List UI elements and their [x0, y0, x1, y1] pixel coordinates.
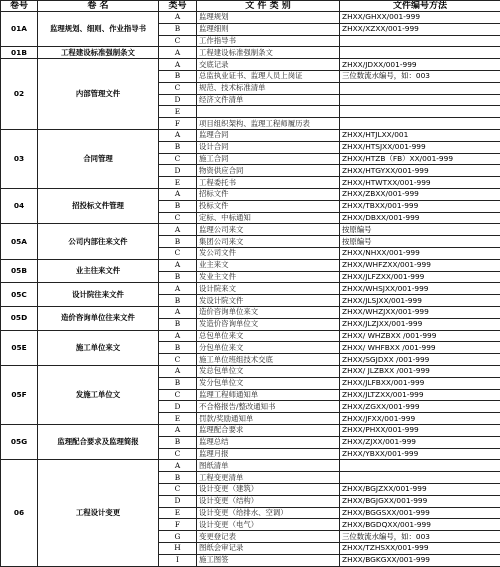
category-number: A	[159, 259, 197, 271]
category-number: C	[159, 483, 197, 495]
category-number: I	[159, 554, 197, 566]
numbering-method: ZHXX/HTZB（FB）XX/001-999	[340, 153, 500, 165]
category-number: B	[159, 141, 197, 153]
file-type: 图纸清单	[197, 460, 340, 472]
category-number: G	[159, 531, 197, 543]
file-type: 总监执业证书、监理人员上岗证	[197, 71, 340, 83]
file-type: 变更登记表	[197, 531, 340, 543]
volume-number: 05B	[1, 259, 38, 283]
file-type: 罚款/奖励通知单	[197, 413, 340, 425]
file-type: 集团公司来文	[197, 236, 340, 248]
numbering-method: ZHXX/TZHSXX/001-999	[340, 542, 500, 554]
numbering-method: ZHXX/ZJXX/001-999	[340, 436, 500, 448]
category-number: A	[159, 283, 197, 295]
numbering-method	[340, 460, 500, 472]
numbering-method: ZHXX/ WHFBXX /001-999	[340, 342, 500, 354]
file-type: 招标文件	[197, 189, 340, 201]
volume-number: 05D	[1, 306, 38, 330]
category-number: F	[159, 118, 197, 130]
category-number: C	[159, 82, 197, 94]
volume-number: 03	[1, 130, 38, 189]
category-number: B	[159, 436, 197, 448]
category-number: B	[159, 377, 197, 389]
header-volume-number: 卷号	[1, 1, 38, 12]
numbering-method: 按原编号	[340, 224, 500, 236]
file-type: 交底记录	[197, 59, 340, 71]
volume-number: 05E	[1, 330, 38, 365]
category-number: A	[159, 365, 197, 377]
file-type: 工作指导书	[197, 35, 340, 47]
file-type: 设计变更（电气）	[197, 519, 340, 531]
file-type: 设计合同	[197, 141, 340, 153]
category-number: E	[159, 106, 197, 118]
numbering-method	[340, 106, 500, 118]
numbering-method: ZHXX/HTSJXX/001-999	[340, 141, 500, 153]
file-type: 监理总结	[197, 436, 340, 448]
table-row	[1, 12, 500, 24]
volume-name: 招投标文件管理	[38, 189, 159, 224]
table-row	[1, 460, 500, 472]
numbering-method	[340, 35, 500, 47]
table-row	[1, 330, 500, 342]
numbering-method: ZHXX/BGJGXX/001-999	[340, 495, 500, 507]
volume-name: 工程设计变更	[38, 460, 159, 567]
numbering-method: ZHXX/JLFBXX/001-999	[340, 377, 500, 389]
table-body	[1, 12, 500, 567]
header-volume-name: 卷 名	[38, 1, 159, 12]
numbering-method: ZHXX/YBXX/001-999	[340, 448, 500, 460]
category-number: A	[159, 460, 197, 472]
numbering-method: ZHXX/WHFZXX/001-999	[340, 259, 500, 271]
category-number: B	[159, 71, 197, 83]
category-number: C	[159, 212, 197, 224]
file-type: 业主来文	[197, 259, 340, 271]
numbering-method: ZHXX/JDXX/001-999	[340, 59, 500, 71]
category-number: B	[159, 236, 197, 248]
table-header-row	[1, 1, 500, 12]
numbering-method: ZHXX/SGJDXX /001-999	[340, 354, 500, 366]
volume-number: 04	[1, 189, 38, 224]
numbering-method: ZHXX/NHXX/001-999	[340, 247, 500, 259]
category-number: E	[159, 507, 197, 519]
numbering-method: ZHXX/BGJZXX/001-999	[340, 483, 500, 495]
file-type: 发总包单位文	[197, 365, 340, 377]
file-type: 监理规划	[197, 12, 340, 24]
file-type: 监理配合要求	[197, 424, 340, 436]
numbering-method: ZHXX/ZGXX/001-999	[340, 401, 500, 413]
numbering-method: 三位数流水编号，如：003	[340, 531, 500, 543]
numbering-method: ZHXX/JLFZXX/001-999	[340, 271, 500, 283]
file-type: 项目组织架构、监理工程师履历表	[197, 118, 340, 130]
volume-name: 工程建设标准强制条文	[38, 47, 159, 59]
numbering-method: ZHXX/HTGYXX/001-999	[340, 165, 500, 177]
category-number: C	[159, 354, 197, 366]
file-type: 发设计院文件	[197, 295, 340, 307]
category-number: B	[159, 23, 197, 35]
volume-name: 造价咨询单位往来文件	[38, 306, 159, 330]
volume-name: 内部管理文件	[38, 59, 159, 130]
category-number: D	[159, 401, 197, 413]
file-type: 监理工程师通知单	[197, 389, 340, 401]
category-number: E	[159, 177, 197, 189]
category-number: D	[159, 94, 197, 106]
volume-name: 发施工单位文	[38, 365, 159, 424]
category-number: C	[159, 153, 197, 165]
numbering-method	[340, 47, 500, 59]
numbering-method: ZHXX/HTJLXX/001	[340, 130, 500, 142]
volume-number: 05A	[1, 224, 38, 259]
file-type: 不合格报告/整改通知书	[197, 401, 340, 413]
file-type: 监理月报	[197, 448, 340, 460]
volume-number: 05G	[1, 424, 38, 459]
category-number: B	[159, 200, 197, 212]
file-type: 发业主文件	[197, 271, 340, 283]
volume-number: 05C	[1, 283, 38, 307]
category-number: B	[159, 271, 197, 283]
file-type: 监理细则	[197, 23, 340, 35]
file-type: 施工图签	[197, 554, 340, 566]
file-type: 经济文件清单	[197, 94, 340, 106]
file-type: 设计变更（建筑）	[197, 483, 340, 495]
category-number: C	[159, 448, 197, 460]
header-category-number: 类号	[159, 1, 197, 12]
file-type: 投标文件	[197, 200, 340, 212]
file-type: 设计院来文	[197, 283, 340, 295]
category-number: A	[159, 189, 197, 201]
numbering-method: ZHXX/TBXX/001-999	[340, 200, 500, 212]
category-number: D	[159, 495, 197, 507]
table-row	[1, 59, 500, 71]
numbering-method: ZHXX/HTWTXX/001-999	[340, 177, 500, 189]
category-number: A	[159, 130, 197, 142]
table-row	[1, 283, 500, 295]
table-row	[1, 306, 500, 318]
numbering-method: ZHXX/BGKGXX/001-999	[340, 554, 500, 566]
volume-name: 合同管理	[38, 130, 159, 189]
numbering-method	[340, 94, 500, 106]
file-type: 图纸会审记录	[197, 542, 340, 554]
numbering-method: ZHXX/ WHZBXX /001-999	[340, 330, 500, 342]
numbering-method: ZHXX/DBXX/001-999	[340, 212, 500, 224]
table-row	[1, 47, 500, 59]
file-type: 监理公司来文	[197, 224, 340, 236]
numbering-method: ZHXX/JLZJXX/001-999	[340, 318, 500, 330]
category-number: A	[159, 47, 197, 59]
volume-name: 业主往来文件	[38, 259, 159, 283]
category-number: C	[159, 35, 197, 47]
file-type: 工程建设标准强制条文	[197, 47, 340, 59]
file-type: 造价咨询单位来文	[197, 306, 340, 318]
table-row	[1, 424, 500, 436]
category-number: B	[159, 295, 197, 307]
table-row	[1, 365, 500, 377]
file-type: 总包单位来文	[197, 330, 340, 342]
file-type	[197, 106, 340, 118]
file-type: 定标、中标通知	[197, 212, 340, 224]
header-numbering-method: 文件编号方法	[340, 1, 500, 12]
numbering-method: ZHXX/JLTZXX/001-999	[340, 389, 500, 401]
category-number: B	[159, 472, 197, 484]
category-number: B	[159, 318, 197, 330]
file-type: 施工合同	[197, 153, 340, 165]
category-number: A	[159, 12, 197, 24]
table-row	[1, 130, 500, 142]
volume-name: 设计院往来文件	[38, 283, 159, 307]
numbering-method: ZHXX/ZBXX/001-999	[340, 189, 500, 201]
numbering-method: ZHXX/WHZJXX/001-999	[340, 306, 500, 318]
file-type: 发造价咨询单位文	[197, 318, 340, 330]
table-row	[1, 189, 500, 201]
numbering-method	[340, 118, 500, 130]
table-row	[1, 259, 500, 271]
file-type: 设计变更（结构）	[197, 495, 340, 507]
file-type: 物资供应合同	[197, 165, 340, 177]
numbering-method: 三位数流水编号，如：003	[340, 71, 500, 83]
volume-number: 02	[1, 59, 38, 130]
numbering-method	[340, 82, 500, 94]
numbering-method	[340, 472, 500, 484]
file-type: 规范、技术标准清单	[197, 82, 340, 94]
numbering-method: ZHXX/JLSJXX/001-999	[340, 295, 500, 307]
numbering-method: ZHXX/JFXX/001-999	[340, 413, 500, 425]
category-number: F	[159, 519, 197, 531]
category-number: A	[159, 424, 197, 436]
volume-number: 06	[1, 460, 38, 567]
category-number: C	[159, 389, 197, 401]
category-number: A	[159, 224, 197, 236]
numbering-method: 按原编号	[340, 236, 500, 248]
file-type: 分包单位来文	[197, 342, 340, 354]
numbering-method: ZHXX/ JLZBXX /001-999	[340, 365, 500, 377]
volume-number: 01B	[1, 47, 38, 59]
volume-name: 施工单位来文	[38, 330, 159, 365]
category-number: C	[159, 247, 197, 259]
header-file-type: 文 件 类 别	[197, 1, 340, 12]
file-type: 发分包单位文	[197, 377, 340, 389]
category-number: E	[159, 413, 197, 425]
volume-number: 05F	[1, 365, 38, 424]
volume-name: 监理规划、细则、作业指导书	[38, 12, 159, 47]
numbering-method: ZHXX/GHXX/001-999	[340, 12, 500, 24]
volume-name: 公司内部往来文件	[38, 224, 159, 259]
volume-number: 01A	[1, 12, 38, 47]
file-type: 监理合同	[197, 130, 340, 142]
volume-name: 监理配合要求及监理简报	[38, 424, 159, 459]
numbering-method: ZHXX/PHXX/001-999	[340, 424, 500, 436]
table-row	[1, 224, 500, 236]
numbering-method: ZHXX/WHSJXX/001-999	[340, 283, 500, 295]
category-number: H	[159, 542, 197, 554]
file-type: 工程变更清单	[197, 472, 340, 484]
file-type: 施工单位班组技术交底	[197, 354, 340, 366]
file-type: 工程委托书	[197, 177, 340, 189]
numbering-method: ZHXX/XZXX/001-999	[340, 23, 500, 35]
category-number: A	[159, 306, 197, 318]
category-number: B	[159, 342, 197, 354]
category-number: A	[159, 330, 197, 342]
file-type: 发公司文件	[197, 247, 340, 259]
numbering-method: ZHXX/BGDQXX/001-999	[340, 519, 500, 531]
category-number: A	[159, 59, 197, 71]
file-type: 设计变更（给排水、空调）	[197, 507, 340, 519]
category-number: D	[159, 165, 197, 177]
numbering-method: ZHXX/BGGSXX/001-999	[340, 507, 500, 519]
